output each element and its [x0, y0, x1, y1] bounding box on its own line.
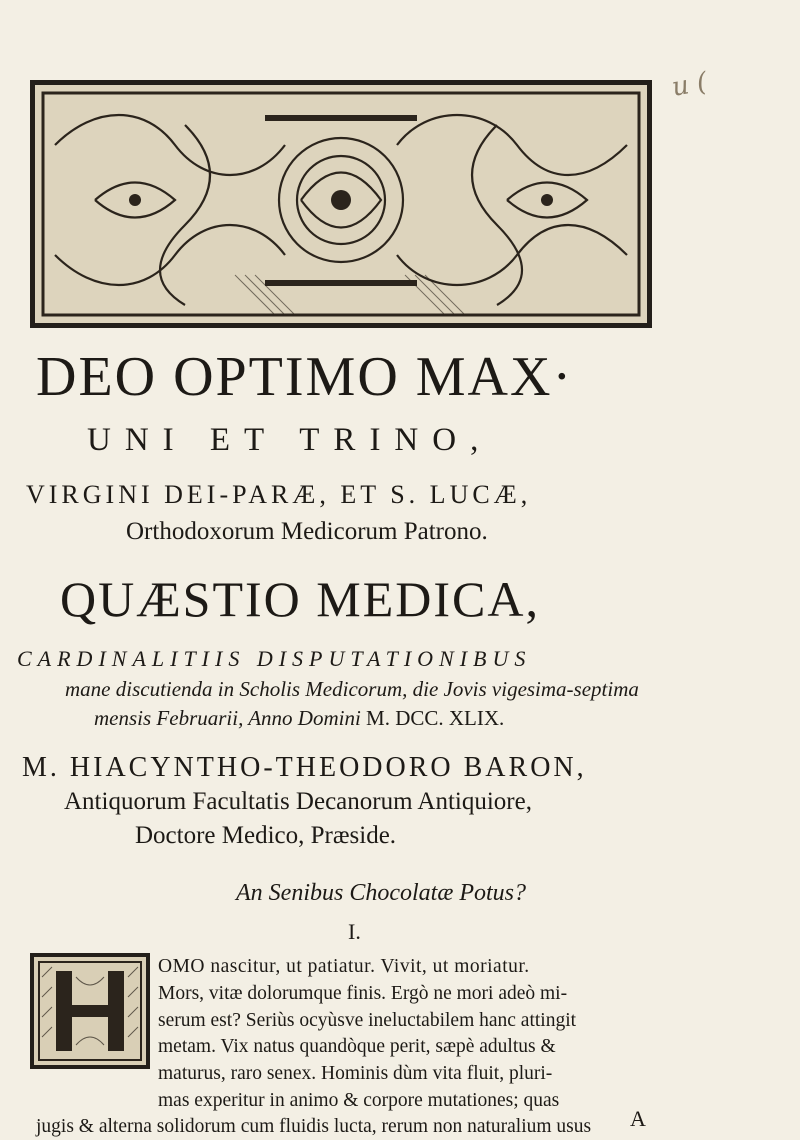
body-line-7: jugis & alterna solidorum cum fluidis lucta, rerum non naturalium usus — [36, 1116, 592, 1137]
body-line-4: metam. Vix natus quandòque perit, sæpè adultus & — [158, 1036, 556, 1057]
date-line-2 — [94, 706, 800, 731]
trinity-line: UNI ET TRINO, — [87, 422, 493, 458]
section-number: I. — [348, 919, 361, 944]
dedication-heading: DEO OPTIMO MAX· — [36, 346, 574, 408]
body-line-6: mas experitur in animo & corpore mutationes; quas — [158, 1090, 560, 1111]
president-title-1: Antiquorum Facultatis Decanorum Antiquiore, — [64, 788, 532, 815]
initial-engraving — [34, 957, 146, 1065]
quaestio-heading: QUÆSTIO MEDICA, — [60, 571, 540, 627]
body-line-2: Mors, vitæ dolorumque finis. Ergò ne mori adeò mi- — [158, 983, 568, 1004]
body-line-3: serum est? Seriùs ocyùsve ineluctabilem hanc attingit — [158, 1010, 577, 1031]
body-line-1: OMO nascitur, ut patiatur. Vivit, ut moriatur. — [158, 956, 530, 977]
president-title-2: Doctore Medico, Præside. — [135, 822, 397, 849]
ornamental-headpiece — [30, 80, 652, 328]
question-heading: An Senibus Chocolatæ Potus? — [236, 880, 526, 906]
disputation-line: CARDINALITIIS DISPUTATIONIBUS — [17, 646, 532, 671]
decorated-initial-h — [30, 953, 150, 1069]
headpiece-engraving — [35, 85, 647, 323]
patron-line: Orthodoxorum Medicorum Patrono. — [126, 518, 488, 545]
margin-annotation: u ( — [669, 67, 710, 103]
date-year-text: M. DCC. XLIX. — [366, 706, 505, 730]
virgin-line: VIRGINI DEI-PARÆ, ET S. LUCÆ, — [26, 480, 532, 509]
catchword: A — [630, 1106, 646, 1131]
president-name: M. HIACYNTHO-THEODORO BARON, — [22, 752, 587, 783]
body-line-5: maturus, raro senex. Hominis dùm vita fluit, pluri- — [158, 1063, 553, 1084]
date-line-1: mane discutienda in Scholis Medicorum, die Jovis vigesima-septima — [65, 677, 639, 701]
date-month-text: mensis Februarii, Anno Domini — [94, 706, 361, 730]
